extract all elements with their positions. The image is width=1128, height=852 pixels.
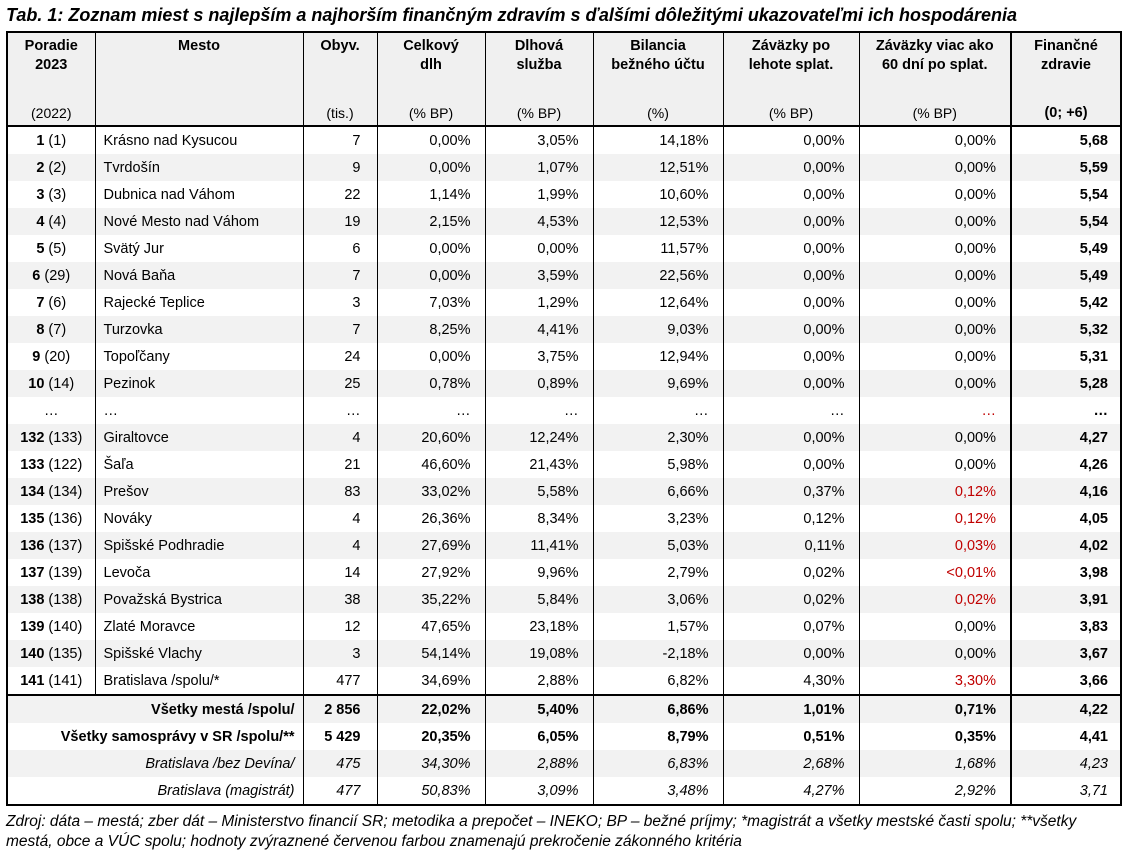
column-header-balance: Bilancia bežného účtu (%) [593,32,723,126]
balance-cell: 8,79% [593,723,723,750]
overdue-60-cell: 0,35% [859,723,1011,750]
financial-health-table [6,31,1122,806]
total-debt-cell: … [377,397,485,424]
debt-service-cell: 23,18% [485,613,593,640]
rank-cell: 134 (134) [7,478,95,505]
population-cell: 7 [303,262,377,289]
overdue-60-cell: 0,00% [859,424,1011,451]
balance-cell: 2,30% [593,424,723,451]
total-debt-cell: 20,35% [377,723,485,750]
city-cell: Rajecké Teplice [95,289,303,316]
overdue-60-cell: 0,12% [859,478,1011,505]
table-row [7,262,1121,289]
overdue-60-cell: 0,00% [859,126,1011,154]
population-cell: 6 [303,235,377,262]
table-row [7,586,1121,613]
overdue-cell: 4,27% [723,777,859,805]
summary-label-cell: Všetky samosprávy v SR /spolu/** [7,723,303,750]
rank-cell: 133 (122) [7,451,95,478]
balance-cell: -2,18% [593,640,723,667]
overdue-cell: 0,00% [723,343,859,370]
debt-service-cell: 3,59% [485,262,593,289]
rank-cell: 5 (5) [7,235,95,262]
total-debt-cell: 33,02% [377,478,485,505]
population-cell: 4 [303,424,377,451]
balance-cell: … [593,397,723,424]
population-cell: 24 [303,343,377,370]
debt-service-cell: 3,75% [485,343,593,370]
table-row [7,667,1121,695]
overdue-60-cell: 0,12% [859,505,1011,532]
population-cell: 3 [303,289,377,316]
health-cell: 4,41 [1011,723,1121,750]
rank-cell: 8 (7) [7,316,95,343]
population-cell: 4 [303,505,377,532]
table-row [7,559,1121,586]
debt-service-cell: 4,41% [485,316,593,343]
balance-cell: 10,60% [593,181,723,208]
balance-cell: 6,66% [593,478,723,505]
debt-service-cell: 8,34% [485,505,593,532]
summary-label-cell: Všetky mestá /spolu/ [7,695,303,723]
overdue-60-cell: 2,92% [859,777,1011,805]
total-debt-cell: 22,02% [377,695,485,723]
city-cell: Šaľa [95,451,303,478]
debt-service-cell: 9,96% [485,559,593,586]
rank-cell: 135 (136) [7,505,95,532]
health-cell: 5,54 [1011,181,1121,208]
population-cell: 477 [303,777,377,805]
table-row [7,451,1121,478]
table-row [7,370,1121,397]
balance-cell: 12,64% [593,289,723,316]
overdue-cell: 0,00% [723,235,859,262]
debt-service-cell: 0,00% [485,235,593,262]
city-cell: Svätý Jur [95,235,303,262]
debt-service-cell: 1,29% [485,289,593,316]
total-debt-cell: 8,25% [377,316,485,343]
population-cell: 475 [303,750,377,777]
population-cell: 2 856 [303,695,377,723]
health-cell: 3,67 [1011,640,1121,667]
debt-service-cell: 3,09% [485,777,593,805]
city-cell: Spišské Podhradie [95,532,303,559]
overdue-cell: 2,68% [723,750,859,777]
population-cell: … [303,397,377,424]
table-row [7,424,1121,451]
health-cell: 5,49 [1011,235,1121,262]
population-cell: 477 [303,667,377,695]
column-header-health: Finančné zdravie (0; +6) [1011,32,1121,126]
overdue-cell: 0,00% [723,370,859,397]
rank-cell: 138 (138) [7,586,95,613]
health-cell: 4,05 [1011,505,1121,532]
summary-row [7,695,1121,723]
overdue-60-cell: 0,03% [859,532,1011,559]
column-header-overdue60: Záväzky viac ako 60 dní po splat. (% BP) [859,32,1011,126]
balance-cell: 3,06% [593,586,723,613]
debt-service-cell: 4,53% [485,208,593,235]
balance-cell: 12,94% [593,343,723,370]
health-cell: 5,32 [1011,316,1121,343]
ellipsis-row [7,397,1121,424]
health-cell: … [1011,397,1121,424]
table-body [7,126,1121,695]
balance-cell: 5,98% [593,451,723,478]
city-cell: Giraltovce [95,424,303,451]
health-cell: 5,59 [1011,154,1121,181]
health-cell: 3,66 [1011,667,1121,695]
balance-cell: 11,57% [593,235,723,262]
city-cell: Zlaté Moravce [95,613,303,640]
city-cell: Nové Mesto nad Váhom [95,208,303,235]
health-cell: 3,91 [1011,586,1121,613]
population-cell: 38 [303,586,377,613]
rank-cell: 141 (141) [7,667,95,695]
health-cell: 3,83 [1011,613,1121,640]
health-cell: 5,68 [1011,126,1121,154]
overdue-cell: 0,00% [723,424,859,451]
population-cell: 14 [303,559,377,586]
total-debt-cell: 34,30% [377,750,485,777]
debt-service-cell: 6,05% [485,723,593,750]
debt-service-cell: 0,89% [485,370,593,397]
overdue-60-cell: 0,00% [859,289,1011,316]
total-debt-cell: 0,78% [377,370,485,397]
debt-service-cell: 11,41% [485,532,593,559]
rank-cell: 7 (6) [7,289,95,316]
table-row [7,235,1121,262]
population-cell: 12 [303,613,377,640]
overdue-cell: 0,11% [723,532,859,559]
rank-cell: … [7,397,95,424]
balance-cell: 5,03% [593,532,723,559]
city-cell: Považská Bystrica [95,586,303,613]
overdue-cell: 0,51% [723,723,859,750]
city-cell: Bratislava /spolu/* [95,667,303,695]
population-cell: 9 [303,154,377,181]
overdue-cell: 1,01% [723,695,859,723]
overdue-60-cell: 0,00% [859,262,1011,289]
overdue-60-cell: 1,68% [859,750,1011,777]
health-cell: 5,42 [1011,289,1121,316]
rank-cell: 9 (20) [7,343,95,370]
population-cell: 7 [303,316,377,343]
city-cell: Nová Baňa [95,262,303,289]
balance-cell: 22,56% [593,262,723,289]
balance-cell: 3,48% [593,777,723,805]
rank-cell: 4 (4) [7,208,95,235]
balance-cell: 6,82% [593,667,723,695]
health-cell: 5,49 [1011,262,1121,289]
overdue-60-cell: 0,00% [859,640,1011,667]
overdue-60-cell: 0,02% [859,586,1011,613]
total-debt-cell: 34,69% [377,667,485,695]
balance-cell: 12,51% [593,154,723,181]
table-row [7,478,1121,505]
overdue-cell: 0,00% [723,181,859,208]
overdue-60-cell: 0,00% [859,154,1011,181]
overdue-cell: 0,02% [723,586,859,613]
rank-cell: 1 (1) [7,126,95,154]
debt-service-cell: 1,99% [485,181,593,208]
balance-cell: 9,69% [593,370,723,397]
overdue-cell: 0,12% [723,505,859,532]
summary-row [7,777,1121,805]
total-debt-cell: 0,00% [377,126,485,154]
city-cell: Pezinok [95,370,303,397]
overdue-cell: 0,00% [723,208,859,235]
total-debt-cell: 0,00% [377,343,485,370]
rank-cell: 6 (29) [7,262,95,289]
health-cell: 5,28 [1011,370,1121,397]
population-cell: 25 [303,370,377,397]
overdue-cell: 0,00% [723,640,859,667]
overdue-cell: 0,00% [723,316,859,343]
overdue-60-cell: 0,71% [859,695,1011,723]
rank-cell: 137 (139) [7,559,95,586]
city-cell: Turzovka [95,316,303,343]
rank-cell: 140 (135) [7,640,95,667]
health-cell: 4,22 [1011,695,1121,723]
population-cell: 7 [303,126,377,154]
total-debt-cell: 46,60% [377,451,485,478]
city-cell: Levoča [95,559,303,586]
column-header-pop: Obyv. (tis.) [303,32,377,126]
overdue-cell: … [723,397,859,424]
table-row [7,613,1121,640]
overdue-60-cell: 0,00% [859,451,1011,478]
population-cell: 19 [303,208,377,235]
balance-cell: 1,57% [593,613,723,640]
overdue-60-cell: 0,00% [859,235,1011,262]
balance-cell: 9,03% [593,316,723,343]
overdue-cell: 0,00% [723,262,859,289]
city-cell: Nováky [95,505,303,532]
total-debt-cell: 27,92% [377,559,485,586]
overdue-cell: 0,37% [723,478,859,505]
rank-cell: 10 (14) [7,370,95,397]
summary-row [7,750,1121,777]
city-cell: Spišské Vlachy [95,640,303,667]
rank-cell: 139 (140) [7,613,95,640]
overdue-cell: 0,00% [723,154,859,181]
debt-service-cell: 5,40% [485,695,593,723]
table-row [7,126,1121,154]
debt-service-cell: 3,05% [485,126,593,154]
population-cell: 83 [303,478,377,505]
overdue-cell: 0,00% [723,289,859,316]
city-cell: Prešov [95,478,303,505]
overdue-60-cell: 0,00% [859,343,1011,370]
balance-cell: 14,18% [593,126,723,154]
debt-service-cell: … [485,397,593,424]
total-debt-cell: 2,15% [377,208,485,235]
total-debt-cell: 47,65% [377,613,485,640]
total-debt-cell: 50,83% [377,777,485,805]
column-header-rank: Poradie 2023 (2022) [7,32,95,126]
city-cell: … [95,397,303,424]
overdue-60-cell: 0,00% [859,181,1011,208]
overdue-60-cell: 0,00% [859,316,1011,343]
total-debt-cell: 1,14% [377,181,485,208]
balance-cell: 6,86% [593,695,723,723]
debt-service-cell: 19,08% [485,640,593,667]
table-row [7,316,1121,343]
health-cell: 4,26 [1011,451,1121,478]
column-header-city: Mesto [95,32,303,126]
rank-cell: 3 (3) [7,181,95,208]
debt-service-cell: 12,24% [485,424,593,451]
balance-cell: 6,83% [593,750,723,777]
balance-cell: 2,79% [593,559,723,586]
city-cell: Tvrdošín [95,154,303,181]
health-cell: 5,31 [1011,343,1121,370]
debt-service-cell: 2,88% [485,750,593,777]
city-cell: Topoľčany [95,343,303,370]
column-header-debt-service: Dlhová služba (% BP) [485,32,593,126]
column-header-total-debt: Celkový dlh (% BP) [377,32,485,126]
table-row [7,181,1121,208]
city-cell: Dubnica nad Váhom [95,181,303,208]
total-debt-cell: 54,14% [377,640,485,667]
summary-label-cell: Bratislava /bez Devína/ [7,750,303,777]
health-cell: 3,98 [1011,559,1121,586]
overdue-60-cell: … [859,397,1011,424]
total-debt-cell: 0,00% [377,262,485,289]
table-row [7,154,1121,181]
overdue-cell: 0,00% [723,451,859,478]
debt-service-cell: 1,07% [485,154,593,181]
rank-cell: 132 (133) [7,424,95,451]
table-row [7,343,1121,370]
overdue-cell: 4,30% [723,667,859,695]
table-header [7,32,1121,126]
debt-service-cell: 5,84% [485,586,593,613]
summary-label-cell: Bratislava (magistrát) [7,777,303,805]
overdue-60-cell: 3,30% [859,667,1011,695]
debt-service-cell: 2,88% [485,667,593,695]
overdue-60-cell: 0,00% [859,208,1011,235]
health-cell: 4,02 [1011,532,1121,559]
total-debt-cell: 20,60% [377,424,485,451]
summary-row [7,723,1121,750]
source-note: Zdroj: dáta – mestá; zber dát – Ministerstvo financií SR; metodika a prepočet – INEKO; BP – bežné príjmy; *magistrát a všetky mestské časti spolu; **všetky mestá, obce a VÚC spolu; hodnoty zvýraznené červenou farbou znamenajú prekročenie zákonného kritéria [6,813,1077,850]
health-cell: 4,27 [1011,424,1121,451]
overdue-60-cell: 0,00% [859,613,1011,640]
table-summary [7,695,1121,805]
population-cell: 21 [303,451,377,478]
overdue-cell: 0,02% [723,559,859,586]
total-debt-cell: 35,22% [377,586,485,613]
overdue-cell: 0,07% [723,613,859,640]
balance-cell: 3,23% [593,505,723,532]
health-cell: 4,16 [1011,478,1121,505]
total-debt-cell: 7,03% [377,289,485,316]
header-row [7,32,1121,126]
total-debt-cell: 0,00% [377,154,485,181]
column-header-overdue: Záväzky po lehote splat. (% BP) [723,32,859,126]
total-debt-cell: 27,69% [377,532,485,559]
health-cell: 5,54 [1011,208,1121,235]
overdue-60-cell: 0,00% [859,370,1011,397]
population-cell: 4 [303,532,377,559]
health-cell: 3,71 [1011,777,1121,805]
rank-cell: 136 (137) [7,532,95,559]
overdue-60-cell: <0,01% [859,559,1011,586]
population-cell: 22 [303,181,377,208]
table-row [7,289,1121,316]
rank-cell: 2 (2) [7,154,95,181]
population-cell: 3 [303,640,377,667]
table-row [7,208,1121,235]
overdue-cell: 0,00% [723,126,859,154]
total-debt-cell: 0,00% [377,235,485,262]
city-cell: Krásno nad Kysucou [95,126,303,154]
table-row [7,640,1121,667]
population-cell: 5 429 [303,723,377,750]
debt-service-cell: 21,43% [485,451,593,478]
total-debt-cell: 26,36% [377,505,485,532]
balance-cell: 12,53% [593,208,723,235]
table-title: Tab. 1: Zoznam miest s najlepším a najhorším finančným zdravím s ďalšími dôležitými ukazovateľmi ich hospodárenia [6,5,1018,25]
table-row [7,532,1121,559]
health-cell: 4,23 [1011,750,1121,777]
debt-service-cell: 5,58% [485,478,593,505]
table-row [7,505,1121,532]
